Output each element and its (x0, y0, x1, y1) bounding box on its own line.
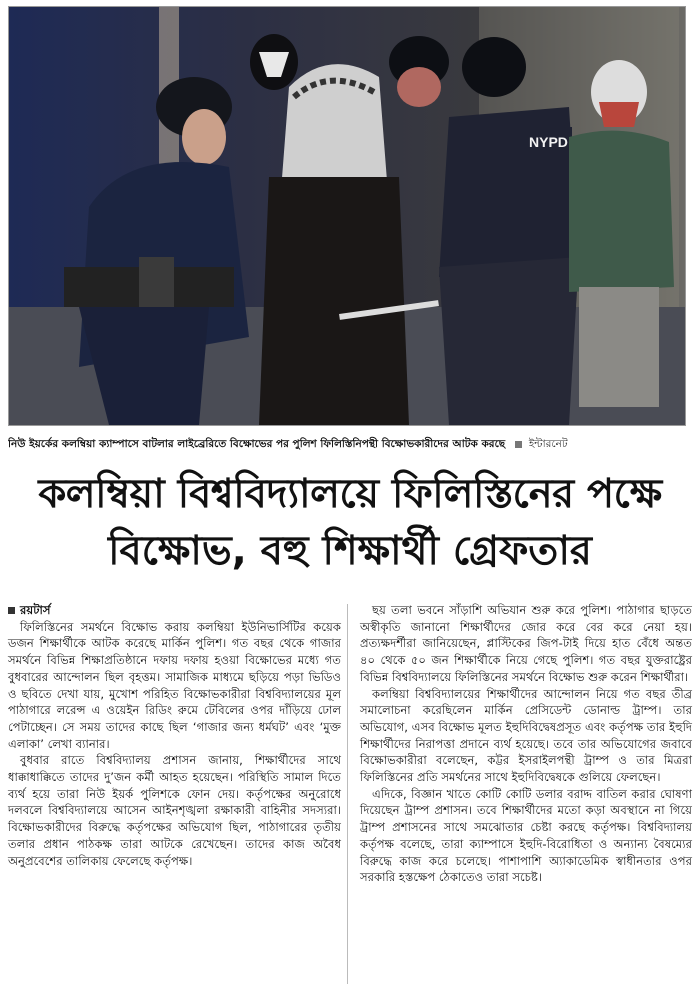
paragraph: ছয় তলা ভবনে সাঁড়াশি অভিযান শুরু করে পুলিশ। পাঠাগার ছাড়তে অস্বীকৃতি জানানো শিক্ষার্থীদের জোর করে বের করে নেয়া হয়। প্রত্যক্ষদর্শীরা জানিয়েছেন, প্লাস্টিকের জিপ-টাই দিয়ে হাত বেঁধে অন্তত ৪০ থেকে ৫০ জন শিক্ষার্থীকে নিয়ে গেছে পুলিশ। গত বছর যুক্তরাষ্ট্রের বিভিন্ন বিশ্ববিদ্যালয়ে ফিলিস্তিনের সমর্থনে বিক্ষোভ শুরু করেন শিক্ষার্থীরা। (360, 603, 692, 684)
headline-line-1: কলম্বিয়া বিশ্ববিদ্যালয়ে ফিলিস্তিনের পক্ষে (38, 471, 662, 517)
column-divider (347, 604, 348, 984)
article-column-right (360, 602, 692, 886)
photo-credit: ইন্টারনেট (528, 438, 568, 450)
news-photo (8, 6, 686, 426)
headline-line-2: বিক্ষোভ, বহু শিক্ষার্থী গ্রেফতার (108, 528, 592, 574)
byline-text: রয়টার্স (20, 603, 51, 617)
byline (8, 602, 341, 619)
article-column-left (8, 602, 341, 869)
paragraph: বুধবার রাতে বিশ্ববিদ্যালয় প্রশাসন জানায়, শিক্ষার্থীদের সাথে ধাক্কাধাক্কিতে তাদের দু’জন কর্মী আহত হয়েছেন। পরিস্থিতি সামাল দিতে ব্যর্থ হয়ে তারা নিউ ইয়র্ক পুলিশকে ফোন দেয়। কর্তৃপক্ষের অনুরোধে দলবলে বিশ্ববিদ্যালয়ে আসেন আইনশৃঙ্খলা রক্ষাকারী বাহিনীর সদস্যরা। বিক্ষোভকারীদের বিরুদ্ধে কর্তৃপক্ষের অভিযোগ ছিল, পাঠাগারের তৃতীয় তলার প্রধান পাঠকক্ষ তারা আটকে রেখেছেন। তাদের কাজ অবৈধ অনুপ্রবেশের তালিকায় ফেলেছে কর্তৃপক্ষ। (8, 753, 341, 868)
bullet-icon (8, 607, 15, 614)
caption-separator-icon (515, 441, 522, 448)
headline (0, 466, 700, 580)
nypd-badge-text: NYPD (529, 134, 568, 150)
paragraph: এদিকে, বিজ্ঞান খাতে কোটি কোটি ডলার বরাদ্দ বাতিল করার ঘোষণা দিয়েছেন ট্রাম্প প্রশাসন। তবে শিক্ষার্থীদের মতো কড়া অবস্থানে না গিয়ে ট্রাম্প প্রশাসনের সাথে সমঝোতার চেষ্টা করছে কর্তৃপক্ষ। বিশ্ববিদ্যালয় কর্তৃপক্ষ বলেছে, তারা ক্যাম্পাসে ইহুদি-বিরোধিতা ও অন্যান্য বৈষম্যের বিরুদ্ধে কাজ করে চলেছে। পাশাপাশি অ্যাকাডেমিক স্বাধীনতার ওপর সরকারি হস্তক্ষেপ ঠেকাতেও তারা সচেষ্ট। (360, 786, 692, 885)
photo-icon (9, 7, 685, 425)
paragraph: ফিলিস্তিনের সমর্থনে বিক্ষোভ করায় কলম্বিয়া ইউনিভার্সিটির কয়েক ডজন শিক্ষার্থীকে আটক করেছে মার্কিন পুলিশ। গত বছর থেকে গাজার সমর্থনে বিভিন্ন শিক্ষাপ্রতিষ্ঠানে দফায় দফায় হওয়া বিক্ষোভের মধ্যে গত বুধবারের আন্দোলন ছিল বৃহত্তম। সামাজিক মাধ্যমে ছড়িয়ে পড়া ভিডিও ও ছবিতে দেখা যায়, মুখোশ পরিহিত বিক্ষোভকারীরা বিশ্ববিদ্যালয়ের মূল পাঠাগারে লরেন্স এ ওয়েইন রিডিং রুমে টেবিলের ওপর দাঁড়িয়ে ঢোল পেটাচ্ছেন। সে সময় তাদের কাছে ছিল ‘গাজার জন্য ধর্মঘট’ এবং ‘মুক্ত এলাকা’ লেখা ব্যানার। (8, 619, 341, 751)
paragraph: কলম্বিয়া বিশ্ববিদ্যালয়ের শিক্ষার্থীদের আন্দোলন নিয়ে গত বছর তীব্র সমালোচনা করেছিলেন মার্কিন প্রেসিডেন্ট ডোনাল্ড ট্রাম্প। তার অভিযোগ, এসব বিক্ষোভ মূলত ইহুদিবিদ্বেষপ্রসূত এবং কর্তৃপক্ষ তার ইহুদি শিক্ষার্থীদের নিরাপত্তা প্রদানে ব্যর্থ হয়েছে। তবে তার অভিযোগের জবাবে বিক্ষোভকারীরা বলেছেন, কট্টর ইসরাইলপন্থী ট্রাম্প ও তার মিত্ররা ফিলিস্তিনের প্রতি সমর্থনের সাথে ইহুদিবিদ্বেষকে গুলিয়ে ফেলছেন। (360, 686, 692, 785)
caption-text: নিউ ইয়র্কের কলম্বিয়া ক্যাম্পাসে বাটলার লাইব্রেরিতে বিক্ষোভের পর পুলিশ ফিলিস্তিনিপন্থী বিক্ষোভকারীদের আটক করছে (8, 438, 506, 450)
photo-caption (8, 434, 692, 454)
